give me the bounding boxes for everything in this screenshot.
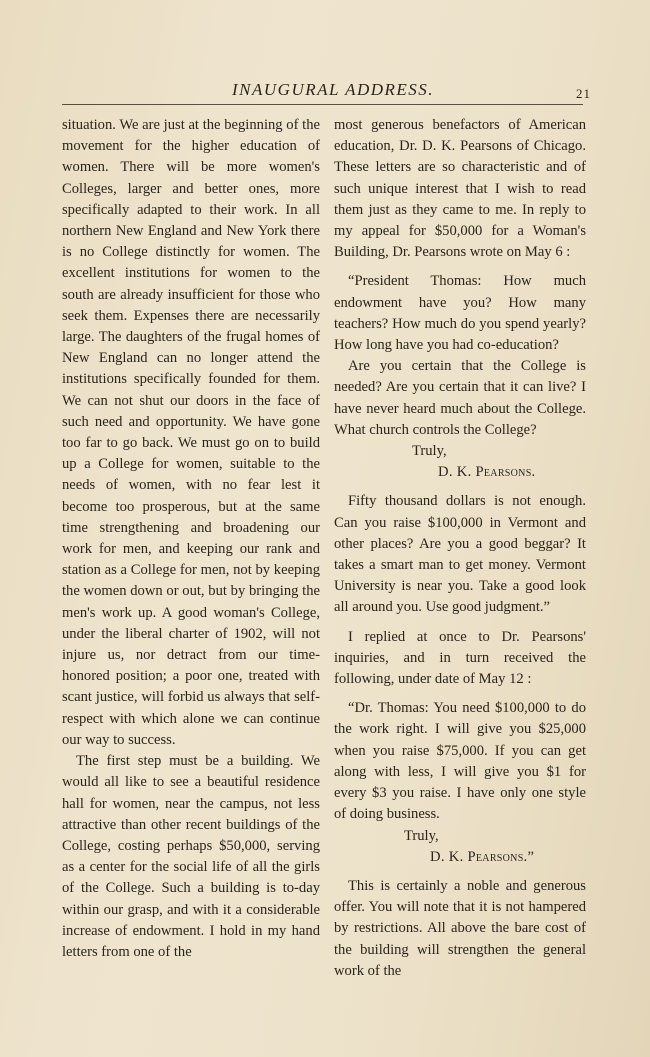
right-column — [334, 115, 586, 982]
letter-paragraph: Fifty thousand dollars is not enough. Can you raise $100,000 in Vermont and other places? Are you a good beggar? It takes a smart man to get money. Vermont University is near you. Take a good look all around you. Use good judgment.” — [334, 493, 586, 616]
letter-closing: Truly, — [404, 827, 439, 844]
letter-signature: D. K. Pearsons. — [438, 464, 536, 481]
page-number: 21 — [576, 86, 591, 101]
paragraph: The first step must be a building. We would all like to see a beautiful residence hall for women, near the campus, not less attractive than other recent buildings of the College, costing perhaps $50,000, serving as a center for the social life of all the girls of the College. Such a building is to-day within our grasp, and with it a considerable increase of endowment. I hold in my hand letters from one of the — [62, 753, 320, 960]
paragraph: This is certainly a noble and generous offer. You will note that it is not hampered by restrictions. All above the bare cost of the building will strengthen the general work of the — [334, 877, 586, 979]
header-rule — [62, 104, 583, 105]
running-head-title: INAUGURAL ADDRESS. — [232, 80, 435, 99]
running-head — [0, 80, 650, 104]
letter-paragraph: “President Thomas: How much endowment have you? How many teachers? How much do you spend yearly? How long have you had co-education? — [334, 273, 586, 354]
letter-paragraph: Are you certain that the College is needed? Are you certain that it can live? I have never heard much about the College. What church controls the College? — [334, 358, 586, 438]
letter-signature: D. K. Pearsons.” — [430, 848, 535, 865]
letter-closing: Truly, — [412, 443, 447, 460]
paragraph: situation. We are just at the beginning of the movement for the higher education of women. There will be more women's Colleges, larger and better ones, more specifically adapted to their work. In all northern New England and New York there is no College distinctly for women. The excellent institutions for women to the south are already insufficient for those who seek them. Expenses there are necessarily large. The daughters of the frugal homes of New England can no longer attend the institutions specifically founded for them. We can not shut our doors in the face of such need and opportunity. We have gone too far to go back. We must go on to build up a College for women, suitable to the needs of women, with no fear lest it become too prosperous, but at the same time strengthening and broadening our work for men, and keeping our rank and station as a College for men, not by keeping the women down or out, but by bringing the men's work up. A good woman's College, under the liberal charter of 1902, will not injure us, nor detract from our time-honored position; a poor one, treated with scant justice, will forbid us always that self-respect with which alone we can continue our way to success. — [62, 117, 320, 748]
letter-paragraph: “Dr. Thomas: You need $100,000 to do the work right. I will give you $25,000 when you raise $75,000. If you can get along with less, I will give you $1 for every $3 you raise. I have only one style of doing business. — [334, 700, 586, 823]
paragraph: I replied at once to Dr. Pearsons' inquiries, and in turn received the following, under date of May 12 : — [334, 628, 586, 688]
paragraph: most generous benefactors of American education, Dr. D. K. Pearsons of Chicago. These letters are so characteristic and of such unique interest that I wish to read them just as they came to me. In reply to my appeal for $50,000 for a Woman's Building, Dr. Pearsons wrote on May 6 : — [334, 117, 586, 261]
left-column — [62, 115, 320, 963]
